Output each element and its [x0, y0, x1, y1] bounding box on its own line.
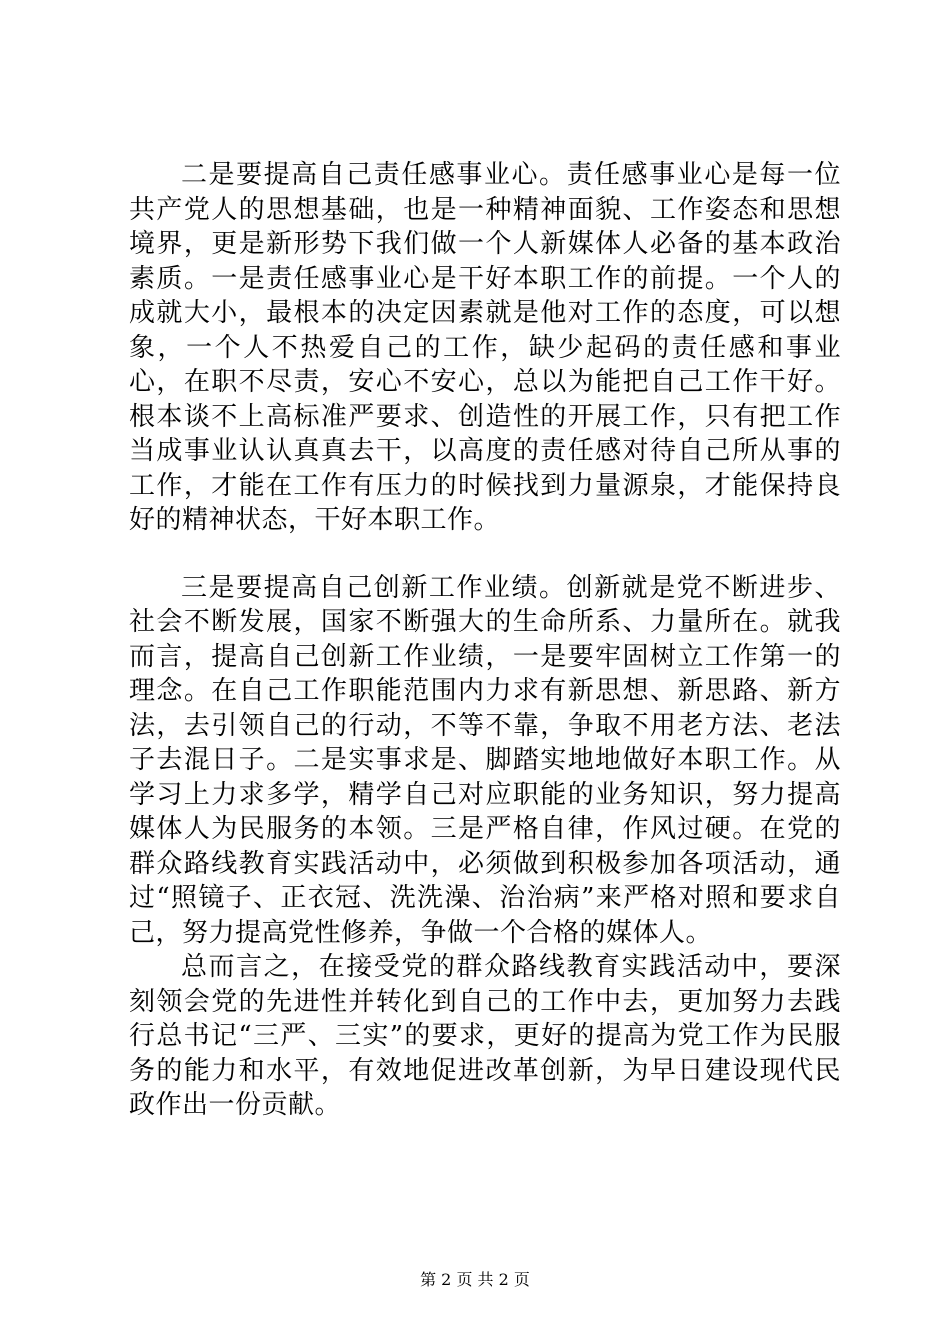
page-footer: [0, 1270, 950, 1290]
document-body: [129, 158, 841, 1123]
paragraph-responsibility: 二是要提高自己责任感事业心。责任感事业心是每一位共产党人的思想基础，也是一种精神面貌、工作姿态和思想境界，更是新形势下我们做一个人新媒体人必备的基本政治素质。一是责任感事业心是干好本职工作的前提。一个人的成就大小，最根本的决定因素就是他对工作的态度，可以想象，一个人不热爱自己的工作，缺少起码的责任感和事业心，在职不尽责，安心不安心，总以为能把自己工作干好。根本谈不上高标准严要求、创造性的开展工作，只有把工作当成事业认认真真去干，以高度的责任感对待自己所从事的工作，才能在工作有压力的时候找到力量源泉，才能保持良好的精神状态，干好本职工作。: [129, 160, 841, 535]
paragraph-innovation: 三是要提高自己创新工作业绩。创新就是党不断进步、社会不断发展，国家不断强大的生命所系、力量所在。就我而言，提高自己创新工作业绩，一是要牢固树立工作第一的理念。在自己工作职能范围内力求有新思想、新思路、新方法，去引领自己的行动，不等不靠，争取不用老方法、老法子去混日子。二是实事求是、脚踏实地地做好本职工作。从学习上力求多学，精学自己对应职能的业务知识，努力提高媒体人为民服务的本领。三是严格自律，作风过硬。在党的群众路线教育实践活动中，必须做到积极参加各项活动，通过“照镜子、正衣冠、洗洗澡、治治病”来严格对照和要求自己，努力提高党性修养，争做一个合格的媒体人。: [129, 572, 841, 948]
paragraph-conclusion: 总而言之，在接受党的群众路线教育实践活动中，要深刻领会党的先进性并转化到自己的工作中去，更加努力去践行总书记“三严、三实”的要求，更好的提高为党工作为民服务的能力和水平，有效地促进改革创新，为早日建设现代民政作出一份贡献。: [129, 952, 841, 1120]
page-number: 第 2 页 共 2 页: [420, 1270, 530, 1289]
